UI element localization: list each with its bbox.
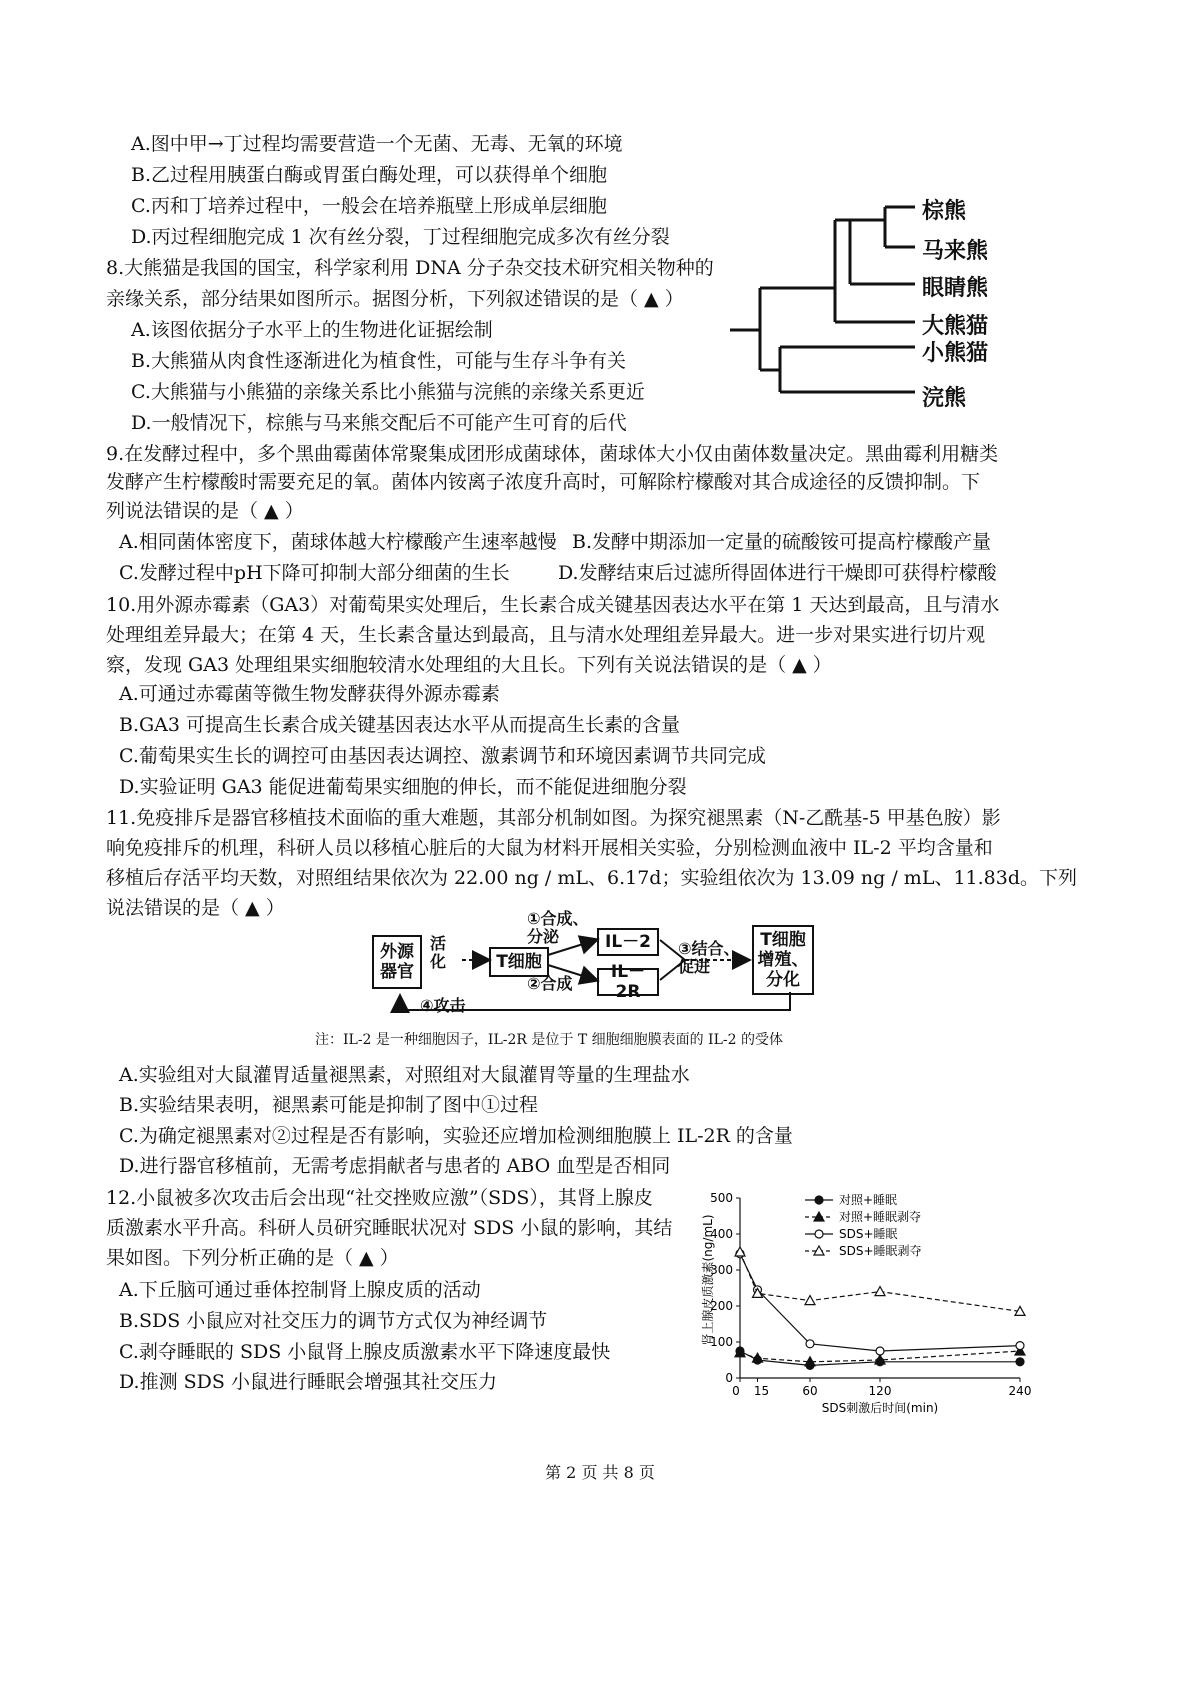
corticosteroid-line-chart	[690, 1180, 1070, 1420]
chart-y-tick-label: 0	[725, 1371, 733, 1385]
q9-option-d: D.发酵结束后过滤所得固体进行干燥即可获得柠檬酸	[558, 562, 997, 584]
chart-legend-label: SDS+睡眠剥夺	[839, 1244, 922, 1258]
q11-stem-line-2: 响免疫排斥的机理，科研人员以移植心脏后的大鼠为材料开展相关实验，分别检测血液中 IL-2 平均含量和	[106, 837, 993, 859]
chart-data-point	[815, 1196, 823, 1204]
q11-option-d: D.进行器官移植前，无需考虑捐献者与患者的 ABO 血型是否相同	[119, 1155, 671, 1177]
diagram-t-cell-proliferation: T细胞 增殖、 分化	[752, 925, 814, 995]
diagram-step1-label: ①合成、 分泌	[527, 909, 589, 946]
diagram-step2-label: ②合成	[527, 974, 573, 993]
q12-stem-line-1: 12.小鼠被多次攻击后会出现“社交挫败应激”（SDS），其肾上腺皮	[106, 1187, 653, 1209]
diagram-step3-label: ③结合、 促进	[678, 939, 740, 976]
chart-legend-label: 对照+睡眠	[839, 1193, 898, 1207]
chart-data-point	[805, 1296, 815, 1305]
tree-label-spectacled-bear: 眼睛熊	[922, 276, 989, 301]
q11-option-b: B.实验结果表明，褪黑素可能是抑制了图中①过程	[119, 1094, 539, 1116]
q11-stem-line-3: 移植后存活平均天数，对照组结果依次为 22.00 ng / mL、6.17d；实验组依次为 13.09 ng / mL、11.83d。下列	[106, 867, 1077, 889]
q7-option-a: A.图中甲→丁过程均需要营造一个无菌、无毒、无氧的环境	[131, 133, 623, 155]
q8-stem-line-2: 亲缘关系，部分结果如图所示。据图分析，下列叙述错误的是（ ▲ ）	[106, 288, 684, 310]
q11-stem-line-4: 说法错误的是（ ▲ ）	[106, 897, 285, 919]
diagram-note: 注：IL-2 是一种细胞因子，IL-2R 是位于 T 细胞细胞膜表面的 IL-2 的受体	[315, 1032, 783, 1048]
q9-option-b: B.发酵中期添加一定量的硫酸铵可提高柠檬酸产量	[572, 531, 992, 553]
q10-stem-line-2: 处理组差异最大；在第 4 天，生长素含量达到最高，且与清水处理组差异最大。进一步对果实进行切片观	[106, 624, 986, 646]
q9-option-c: C.发酵过程中pH下降可抑制大部分细菌的生长	[119, 562, 510, 584]
q8-option-b: B.大熊猫从肉食性逐渐进化为植食性，可能与生存斗争有关	[131, 350, 627, 372]
q7-option-c: C.丙和丁培养过程中，一般会在培养瓶壁上形成单层细胞	[131, 195, 607, 217]
q10-option-b: B.GA3 可提高生长素合成关键基因表达水平从而提高生长素的含量	[119, 714, 681, 736]
diagram-step4-label: ④攻击	[420, 996, 466, 1015]
q12-stem-line-2: 质激素水平升高。科研人员研究睡眠状况对 SDS 小鼠的影响，其结	[106, 1217, 673, 1239]
chart-y-tick-label: 400	[710, 1227, 733, 1241]
q12-option-a: A.下丘脑可通过垂体控制肾上腺皮质的活动	[119, 1279, 481, 1301]
chart-x-tick-label: 60	[802, 1384, 818, 1398]
chart-y-tick-label: 500	[710, 1191, 733, 1205]
chart-x-axis-label: SDS刺激后时间(min)	[821, 1401, 939, 1415]
chart-y-tick-label: 200	[710, 1299, 733, 1313]
diagram-foreign-organ: 外源 器官	[372, 935, 422, 989]
q10-option-a: A.可通过赤霉菌等微生物发酵获得外源赤霉素	[119, 683, 500, 705]
chart-y-tick-label: 300	[710, 1263, 733, 1277]
q7-option-b: B.乙过程用胰蛋白酶或胃蛋白酶处理，可以获得单个细胞	[131, 164, 608, 186]
diagram-t-cell: T细胞	[489, 947, 549, 977]
q10-option-d: D.实验证明 GA3 能促进葡萄果实细胞的伸长，而不能促进细胞分裂	[119, 776, 687, 798]
q8-option-d: D.一般情况下，棕熊与马来熊交配后不可能产生可育的后代	[131, 412, 627, 434]
q10-option-c: C.葡萄果实生长的调控可由基因表达调控、激素调节和环境因素调节共同完成	[119, 745, 766, 767]
chart-series-line	[740, 1252, 1020, 1311]
chart-y-tick-label: 100	[710, 1335, 733, 1349]
tree-label-red-panda: 小熊猫	[922, 341, 989, 366]
chart-y-axis-label: 肾上腺皮质激素(ng/mL)	[701, 1214, 715, 1346]
q9-stem-line-2: 发酵产生柠檬酸时需要充足的氧。菌体内铵离子浓度升高时，可解除柠檬酸对其合成途径的反馈抑制。下	[106, 471, 981, 493]
q9-stem-line-3: 列说法错误的是（ ▲ ）	[106, 500, 304, 522]
q10-stem-line-3: 察，发现 GA3 处理组果实细胞较清水处理组的大且长。下列有关说法错误的是（ ▲ ）	[106, 654, 832, 676]
chart-data-point	[1016, 1358, 1024, 1366]
chart-data-point	[876, 1347, 884, 1355]
diagram-il2: IL－2	[597, 928, 659, 956]
q11-option-c: C.为确定褪黑素对②过程是否有影响，实验还应增加检测细胞膜上 IL-2R 的含量	[119, 1125, 793, 1147]
tree-label-raccoon: 浣熊	[922, 386, 967, 411]
diagram-activate-label: 活 化	[430, 934, 447, 971]
tree-label-brown-bear: 棕熊	[922, 199, 967, 224]
q8-option-a: A.该图依据分子水平上的生物进化证据绘制	[131, 319, 493, 341]
diagram-il2r: IL－2R	[597, 968, 659, 996]
q9-stem-line-1: 9.在发酵过程中，多个黑曲霉菌体常聚集成团形成菌球体，菌球体大小仅由菌体数量决定。黑曲霉利用糖类	[106, 443, 999, 465]
q10-stem-line-1: 10.用外源赤霉素（GA3）对葡萄果实处理后，生长素合成关键基因表达水平在第 1 天达到最高，且与清水	[106, 594, 1000, 616]
q12-option-d: D.推测 SDS 小鼠进行睡眠会增强其社交压力	[119, 1371, 497, 1393]
q11-stem-line-1: 11.免疫排斥是器官移植技术面临的重大难题，其部分机制如图。为探究褪黑素（N-乙酰基-5 甲基色胺）影	[106, 807, 1001, 829]
q12-stem-line-3: 果如图。下列分析正确的是（ ▲ ）	[106, 1247, 399, 1269]
chart-legend-label: 对照+睡眠剥夺	[839, 1210, 922, 1224]
chart-x-tick-label: 120	[868, 1384, 892, 1398]
tree-label-giant-panda: 大熊猫	[922, 314, 989, 339]
chart-data-point	[806, 1340, 814, 1348]
q12-option-b: B.SDS 小鼠应对社交压力的调节方式仅为神经调节	[119, 1310, 548, 1332]
page-footer: 第 2 页 共 8 页	[545, 1463, 655, 1482]
q11-option-a: A.实验组对大鼠灌胃适量褪黑素，对照组对大鼠灌胃等量的生理盐水	[119, 1064, 690, 1086]
q12-option-c: C.剥夺睡眠的 SDS 小鼠肾上腺皮质激素水平下降速度最快	[119, 1341, 611, 1363]
chart-data-point	[815, 1230, 823, 1238]
chart-data-point	[1016, 1342, 1024, 1350]
chart-x-tick-label: 240	[1008, 1384, 1032, 1398]
q7-option-d: D.丙过程细胞完成 1 次有丝分裂，丁过程细胞完成多次有丝分裂	[131, 226, 670, 248]
chart-series-line	[740, 1254, 1020, 1351]
chart-x-tick-label: 15	[753, 1384, 770, 1398]
q8-option-c: C.大熊猫与小熊猫的亲缘关系比小熊猫与浣熊的亲缘关系更近	[131, 381, 645, 403]
q9-option-a: A.相同菌体密度下，菌球体越大柠檬酸产生速率越慢	[119, 531, 557, 553]
tree-label-sun-bear: 马来熊	[922, 239, 989, 264]
chart-legend-label: SDS+睡眠	[839, 1227, 898, 1241]
chart-data-point	[875, 1287, 885, 1296]
chart-x-tick-label: 0	[732, 1384, 740, 1398]
q8-stem-line-1: 8.大熊猫是我国的国宝，科学家利用 DNA 分子杂交技术研究相关物种的	[106, 257, 714, 279]
